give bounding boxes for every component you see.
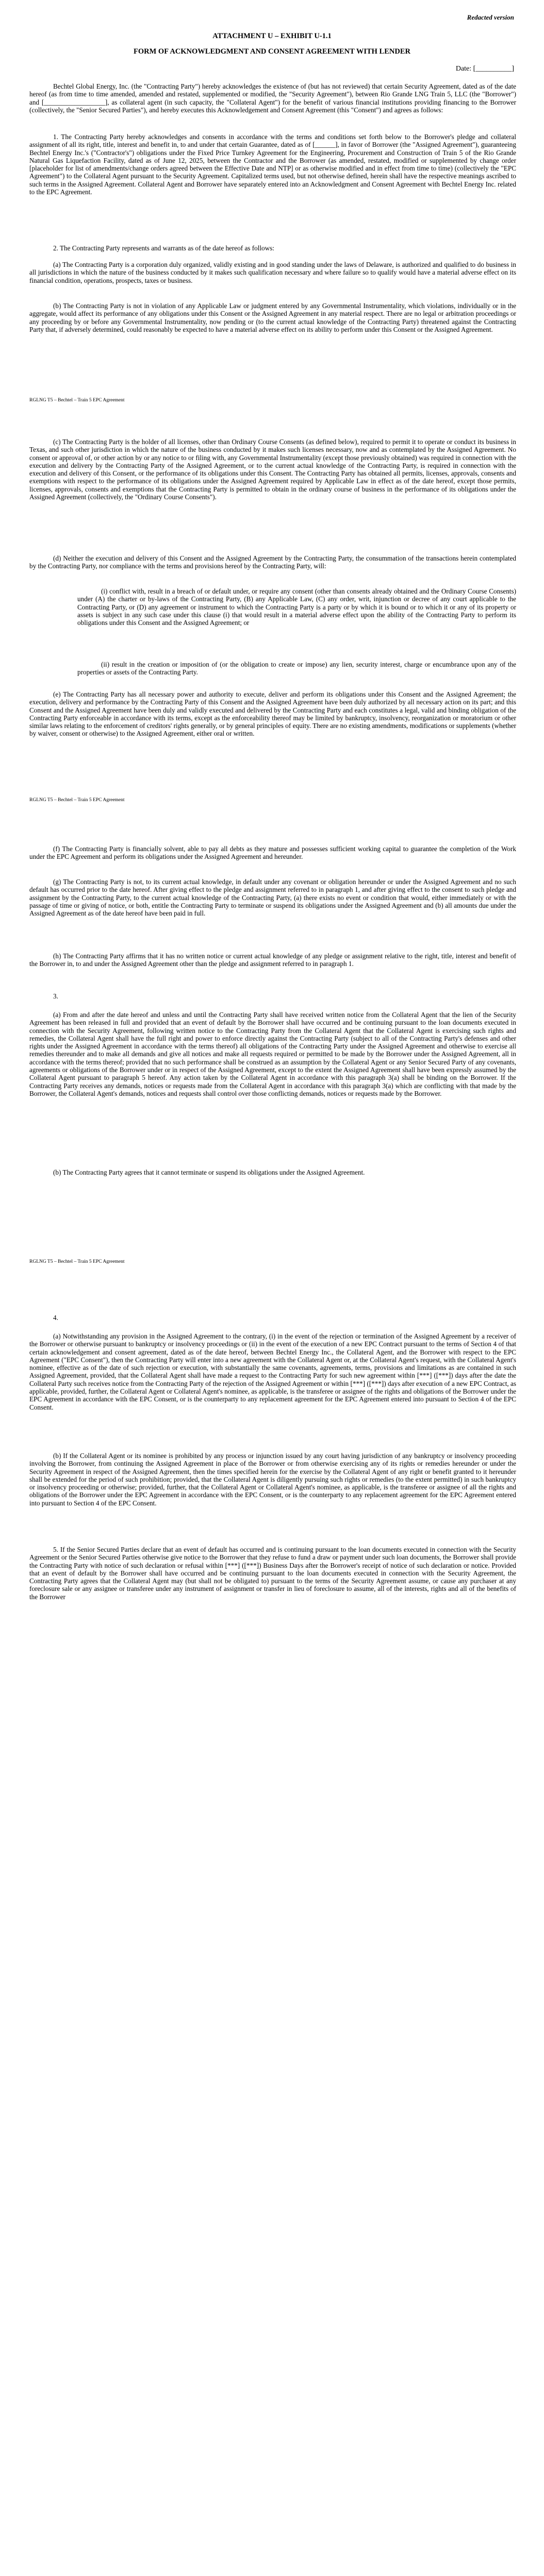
section-2: 2. The Contracting Party represents and warrants as of the date hereof as follows: (53, 244, 274, 252)
form-title: FORM OF ACKNOWLEDGMENT AND CONSENT AGREEMENT WITH LENDER (134, 47, 410, 56)
section-2e: (e) The Contracting Party has all necessary power and authority to execute, deliver and perform its obligations under this Consent and the Assigned Agreement; the execution, delivery and performance by the Contracting Party of this Consent and the Assigned Agreement have been duly authorized by all necessary action on its part; and this Consent and the Assigned Agreement have been duly and validly executed and delivered by the Contracting Party and each constitutes a legal, valid and binding obligation of the Contracting Party enforceable in accordance with its terms, except as the enforceability thereof may be limited by bankruptcy, insolvency, reorganization or moratorium or other similar laws relating to the enforcement of creditors' rights generally, or by general principles of equity. There are no existing amendments, modifications or supplements (whether by waiver, consent or otherwise) to the Assigned Agreement, either oral or written. (29, 690, 516, 738)
section-2f: (f) The Contracting Party is financially solvent, able to pay all debts as they mature and possesses sufficient working capital to guarantee the completion of the Work under the EPC Agreement and perform its obligations under the Assigned Agreement and hereunder. (29, 845, 516, 861)
intro-paragraph: Bechtel Global Energy, Inc. (the "Contracting Party") hereby acknowledges the existence of (but has not reviewed) that certain Security Agreement, dated as of the date hereof (as from time to time amended, amended and restated, supplemented or modified, the "Security Agreement"), between Rio Grande LNG Train 5, LLC (the "Borrower") and [__________________], as collateral agent (in such capacity, the "Collateral Agent") for the benefit of various financial institutions providing financing to the Borrower (collectively, the "Senior Secured Parties"), and hereby executes this Acknowledgement and Consent Agreement (this "Consent") and agrees as follows: (29, 82, 516, 114)
section-2a: (a) The Contracting Party is a corporation duly organized, validly existing and in good standing under the laws of Delaware, is authorized and qualified to do business in all jurisdictions in which the nature of the business conducted by it makes such qualification necessary and where failure so to qualify would have a material adverse effect on its financial condition, operations, prospects, taxes or business. (29, 261, 516, 284)
page-footer: RGLNG T5 – Bechtel – Train 5 EPC Agreement (29, 398, 125, 403)
section-4-number: 4. (53, 1314, 58, 1321)
section-4b: (b) If the Collateral Agent or its nominee is prohibited by any process or injunction issued by any court having jurisdiction of any bankruptcy or insolvency proceeding involving the Borrower, from continuing the Assigned Agreement in place of the Borrower or from otherwise exercising any of its rights or remedies hereunder or under the Security Agreement in respect of the Assigned Agreement, then the times specified herein for the exercise by the Collateral Agent of any right or benefit granted to it hereunder shall be extended for the period of such prohibition; provided, that the Collateral Agent is diligently pursuing such rights or remedies (to the extent permitted) in such bankruptcy or insolvency proceeding or otherwise; provided, further, that the Collateral Agent or Collateral Agent's nominee, as applicable, is the transferee or assignee of all the rights and obligations of the Borrower under the EPC Agreement in accordance with the EPC Consent, or is the counterparty to any replacement agreement for the EPC Agreement entered into pursuant to Section 4 of the EPC Consent. (29, 1452, 516, 1507)
section-3b: (b) The Contracting Party agrees that it cannot terminate or suspend its obligations under the Assigned Agreement. (53, 1168, 365, 1176)
attachment-title: ATTACHMENT U – EXHIBIT U-1.1 (212, 32, 332, 40)
section-2d: (d) Neither the execution and delivery of this Consent and the Assigned Agreement by the Contracting Party, the consummation of the transactions herein contemplated by the Contracting Party, nor compliance with the terms and provisions hereof by the Contracting Party, will: (29, 554, 516, 570)
section-2d-ii: (ii) result in the creation or imposition of (or the obligation to create or impose) any lien, security interest, charge or encumbrance upon any of the properties or assets of the Contracting Party. (77, 660, 516, 676)
date-line: Date: [__________] (455, 65, 514, 73)
section-2d-i: (i) conflict with, result in a breach of or default under, or require any consent (other than consents already obtained and the Ordinary Course Consents) under (A) the charter or by-laws of the Contracting Party, (B) any Applicable Law, (C) any order, writ, injunction or decree of any court applicable to the Contracting Party, or (D) any agreement or instrument to which the Contracting Party is a party or by which it is bound or to which it or any of its property or assets is subject in any such case under this clause (i) that would result in a material adverse effect upon the ability of the Contracting Party to perform its obligations under this Consent and the Assigned Agreement; or (77, 587, 516, 627)
section-2b: (b) The Contracting Party is not in violation of any Applicable Law or judgment entered by any Governmental Instrumentality, which violations, individually or in the aggregate, would affect its performance of any obligations under this Consent or the Assigned Agreement in any material respect. There are no legal or arbitration proceedings or any proceeding by or before any Governmental Instrumentality, now pending or (to the current actual knowledge of the Contracting Party) threatened against the Contracting Party that, if adversely determined, could reasonably be expected to have a material adverse effect on its ability to perform under this Consent or the Assigned Agreement. (29, 302, 516, 333)
section-1: 1. The Contracting Party hereby acknowledges and consents in accordance with the terms and conditions set forth below to the Borrower's pledge and collateral assignment of all its right, title, interest and benefit in, to and under that certain Guarantee, dated as of [______], in favor of Borrower (the "Assigned Agreement"), guaranteeing Bechtel Energy Inc.'s ("Contractor's") obligations under the Fixed Price Turnkey Agreement for the Engineering, Procurement and Construction of Train 5 of the Rio Grande Natural Gas Liquefaction Facility, dated as of June 12, 2025, between the Contractor and the Borrower (as amended, restated, modified or supplemented by change order [placeholder for list of amendments/change orders agreed between the Effective Date and NTP] or as otherwise modified and in effect from time to time) (collectively the "EPC Agreement") to the Collateral Agent pursuant to the Security Agreement. Capitalized terms used, but not otherwise defined, herein shall have the respective meanings ascribed to such terms in the Assigned Agreement. Collateral Agent and Borrower have separately entered into an Acknowledgment and Consent Agreement with Bechtel Energy Inc. related to the EPC Agreement. (29, 133, 516, 196)
section-4a: (a) Notwithstanding any provision in the Assigned Agreement to the contrary, (i) in the event of the rejection or termination of the Assigned Agreement by a receiver of the Borrower or otherwise pursuant to bankruptcy or insolvency proceedings or (ii) in the event of the execution of a new EPC Contract pursuant to the terms of Section 4 of that certain acknowledgement and consent agreement, dated as of the date hereof, between Bechtel Energy Inc., the Collateral Agent, and the Borrower with respect to the EPC Agreement ("EPC Consent"), then the Contracting Party will enter into a new agreement with the Collateral Agent or, at the Collateral Agent's request, with the Collateral Agent's nominee, effective as of the date of such rejection or execution, with substantially the same covenants, agreements, terms, provisions and limitations as are contained in such Assigned Agreement, provided, that the Collateral Agent shall have made a request to the Contracting Party for such new agreement within [***] ([***]) days after the date the Collateral Party such receives notice from the Contracting Party of the rejection of the Assigned Agreement or within [***] ([***]) days after execution of a new EPC Contract, as applicable, provided, further, the Collateral Agent or Collateral Agent's nominee, as applicable, is the transferee or assignee of the rights and obligations of the Borrower under the EPC Agreement in accordance with the EPC Consent, or is the counterparty to any replacement agreement for the EPC Agreement entered into pursuant to Section 4 of the EPC Consent. (29, 1332, 516, 1411)
section-2h: (h) The Contracting Party affirms that it has no written notice or current actual knowledge of any pledge or assignment relative to the right, title, interest and benefit of the Borrower in, to and under the Assigned Agreement other than the pledge and assignment referred to in paragraph 1. (29, 952, 516, 968)
redacted-label: Redacted version (467, 13, 514, 21)
section-3-number: 3. (53, 992, 58, 1000)
section-2g: (g) The Contracting Party is not, to its current actual knowledge, in default under any covenant or obligation hereunder or under the Assigned Agreement and no such default has occurred prior to the date hereof. After giving effect to the pledge and assignment referred to in paragraph 1, and after giving effect to the consent to such pledge and assignment by the Contracting Party, to the current actual knowledge of the Contracting Party, (a) there exists no event or condition that would, either immediately or with the passage of time or giving of notice, or both, entitle the Contracting Party to terminate or suspend its obligations under the Assigned Agreement and (b) all amounts due under the Assigned Agreement as of the date hereof have been paid in full. (29, 878, 516, 918)
page-footer: RGLNG T5 – Bechtel – Train 5 EPC Agreement (29, 798, 125, 803)
page-footer: RGLNG T5 – Bechtel – Train 5 EPC Agreement (29, 1259, 125, 1264)
section-5: 5. If the Senior Secured Parties declare that an event of default has occurred and is continuing pursuant to the loan documents executed in connection with the Security Agreement or the Senior Secured Parties otherwise give notice to the Borrower that they refuse to fund a draw or payment under such loan documents, the Borrower shall provide the Contracting Party with notice of such declaration or refusal within [***] ([***]) Business Days after the Borrower's receipt of notice of such declaration or notice. Provided that an event of default by the Borrower shall have occurred and be continuing pursuant to the loan documents executed in connection with the Security Agreement, the Contracting Party agrees that the Collateral Agent may (but shall not be obligated to) pursuant to the terms of the Security Agreement assume, or cause any purchaser at any foreclosure sale or any assignee or transferee under any instrument of assignment or transfer in lieu of foreclosure to assume, all of the interests, rights and all of the benefits of the Borrower (29, 1546, 516, 1601)
section-3a: (a) From and after the date hereof and unless and until the Contracting Party shall have received written notice from the Collateral Agent that the lien of the Security Agreement has been released in full and provided that an event of default by the Borrower shall have occurred and be continuing pursuant to the loan documents executed in connection with the Security Agreement, following written notice to the Contracting Party from the Collateral Agent that the Collateral Agent is exercising such rights and remedies, the Collateral Agent shall have the full right and power to enforce directly against the Contracting Party (subject to all of the Contracting Party's defenses and other rights under the Assigned Agreement in accordance with the terms thereof) all obligations of the Contracting Party under the Assigned Agreement and otherwise to exercise all remedies thereunder and to make all demands and give all notices and make all requests required or permitted to be made by the Borrower under the Assigned Agreement, all in accordance with the terms thereof; provided that no such performance shall be construed as an assumption by the Collateral Agent or any Senior Secured Party of any covenants, agreements or obligations of the Borrower under or in respect of the Assigned Agreement, except to the extent the Assigned Agreement shall have been expressly assumed by the Collateral Agent pursuant to paragraph 5 hereof. Any action taken by the Collateral Agent in accordance with this paragraph 3(a) shall be binding on the Borrower. If the Contracting Party receives any demands, notices or requests made from the Collateral Agent in accordance with this paragraph 3(a) which are conflicting with that made by the Borrower, the Collateral Agent's demands, notices and requests shall control over those conflicting demands, notices or requests made by the Borrower. (29, 1011, 516, 1097)
section-2c: (c) The Contracting Party is the holder of all licenses, other than Ordinary Course Consents (as defined below), required to permit it to operate or conduct its business in Texas, and such other jurisdiction in which the nature of the business conducted by it makes such licenses necessary, now and as contemplated by the Assigned Agreement. No consent or approval of, or other action by or any notice to or filing with, any Governmental Instrumentality (except those previously obtained) was required in connection with the execution and delivery by the Contracting Party of the Assigned Agreement, or to the current actual knowledge of the Contracting Party, is required in connection with the execution and delivery of this Consent, or the performance of its obligations under this Consent. The Contracting Party has obtained all permits, licenses, approvals, consents and exemptions with respect to the performance of its obligations under the Assigned Agreement required by Applicable Law in effect as of the date hereof, except those permits, licenses, approvals, consents and exemptions that the Contracting Party is permitted to obtain in the ordinary course of business in the performance of its obligations under the Assigned Agreement (collectively, the "Ordinary Course Consents"). (29, 438, 516, 501)
